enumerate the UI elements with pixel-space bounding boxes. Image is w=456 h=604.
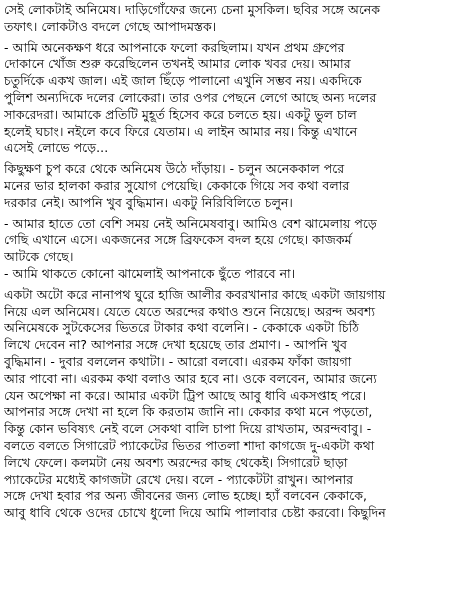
text-line: প্যাকেটের মধ্যেই কাগজটা রেখে দেয়। বলে - প্যাকেটটা রাখুন। আপনার [4, 471, 354, 487]
text-line: - আমি অনেকক্ষণ ধরে আপনাকে ফলো করছিলাম। যখন প্রথম গ্রুপের [4, 39, 345, 55]
text-line: এসেই লোভে পড়ে... [4, 140, 109, 156]
text-line: আপনার সঙ্গে দেখা না হলে কি করতাম জানি না। কেকার কথা মনে পড়তো, [4, 404, 373, 420]
text-line: চতুর্দিকে একখ জাল। এই জাল ছিঁড়ে পালানো এখুনি সম্ভব নয়। একদিকে [4, 73, 362, 89]
text-line: মনের ভার হালকা করার সুযোগ পেয়েছি। কেকাকে গিয়ে সব কথা বলার [4, 177, 350, 193]
text-line: হলেই ঘচাং। নইলে কবে ফিরে যেতাম। এ লাইন আমার নয়। কিন্তু এখানে [4, 123, 358, 139]
text-line: কিন্তু কোন ভবিষ্যৎ নেই বলে সেকথা বালি চাপা দিয়ে রাখতাম, অরন্দবাবু। - [4, 421, 372, 437]
text-line: সেই লোকটাই অনিমেষ। দাড়িগোঁফের জন্যে চেনা মুসকিল। ছবির সঙ্গে অনেক [4, 2, 381, 17]
text-line: একটা অটো করে নানাপথ ঘুরে হাজি আলীর কবরখানার কাছে একটা জায়গায় [4, 286, 386, 302]
text-line: আর পাবো না। এরকম কথা বলাও আর হবে না। ওকে বলবেন, আমার জন্যে [4, 370, 377, 386]
text-line: কিছুক্ষণ চুপ করে থেকে অনিমেষ উঠে দাঁড়ায়। - চলুন অনেককাল পরে [4, 161, 345, 177]
text-line: পুলিশ অন্যদিকে দলের লোকেরা। তার ওপর পেছনে লেগে আছে অন্য দলের [4, 89, 377, 105]
text-line: গেছি এখানে এসে। একজনের সঙ্গে ব্রিফকেস বদল হয়ে গেছে। কাজকর্ম [4, 232, 352, 248]
paragraph-1 [4, 2, 454, 36]
text-line: বুদ্ধিমান। - দুবার বললেন কথাটা। - আরো বলবো। এরকম ফাঁকা জায়গা [4, 353, 352, 369]
paragraph-2 [4, 40, 454, 158]
text-line: সঙ্গে দেখা হবার পর অন্য জীবনের জন্য লোভ হচ্ছে। হ্যাঁ বলবেন কেকাকে, [4, 488, 368, 504]
text-line: অনিমেষকে সুটকেসের ভিতরে টাকার কথা বলেনি। - কেকাকে একটা চিঠি [4, 320, 359, 336]
text-line: লিখে ফেলে। কলমটা নেয় অবশ্য অরন্দের কাছ থেকেই। সিগারেট ছাড়া [4, 454, 348, 470]
text-line: দরকার নেই। আপনি খুব বুদ্ধিমান। একটু নিরিবিলিতে চলুন। [4, 194, 293, 210]
text-line: যেন অপেক্ষা না করে। আমার একটা ট্রিপ আছে আবু ধাবি একসপ্তাহ পরে। [4, 387, 367, 403]
text-line: সাকরেদরা। আমাকে প্রতিটি মুহূর্ত হিসেব করে চলতে হয়। একটু ভুল চাল [4, 106, 357, 122]
paragraph-4 [4, 216, 454, 283]
paragraph-5 [4, 287, 454, 522]
text-line: তফাৎ। লোকটাও বদলে গেছে আপাদমস্তক। [4, 18, 217, 34]
paragraph-3 [4, 161, 454, 211]
text-line: দোকানে খোঁজ শুরু করেছিলেন তখনই আমার লোক খবর দেয়। আমার [4, 56, 351, 72]
text-line: আটকে গেছে। [4, 249, 74, 265]
text-line: - আমার হাতে তো বেশি সময় নেই অনিমেষবাবু। আমিও বেশ ঝামেলায় পড়ে [4, 215, 377, 231]
text-line: লিখে দেবেন না? আপনার সঙ্গে দেখা হয়েছে তার প্রমাণ। - আপনি খুব [4, 337, 347, 353]
text-line: আবু ধাবি থেকে ওদের চোখে ধুলো দিয়ে আমি পালাবার চেষ্টা করবো। কিছুদিন [4, 505, 386, 521]
text-line: নিয়ে এল অনিমেষ। যেতে যেতে অরন্দের কথাও শুনে নিয়েছে। অরন্দ অবশ্য [4, 303, 376, 319]
text-line: - আমি থাকতে কোনো ঝামেলাই আপনাকে ছুঁতে পারবে না। [4, 265, 296, 281]
document-page [4, 2, 454, 602]
text-line: বলতে বলতে সিগারেট প্যাকেটের ভিতর পাতলা শাদা কাগজে দু-একটা কথা [4, 437, 375, 453]
